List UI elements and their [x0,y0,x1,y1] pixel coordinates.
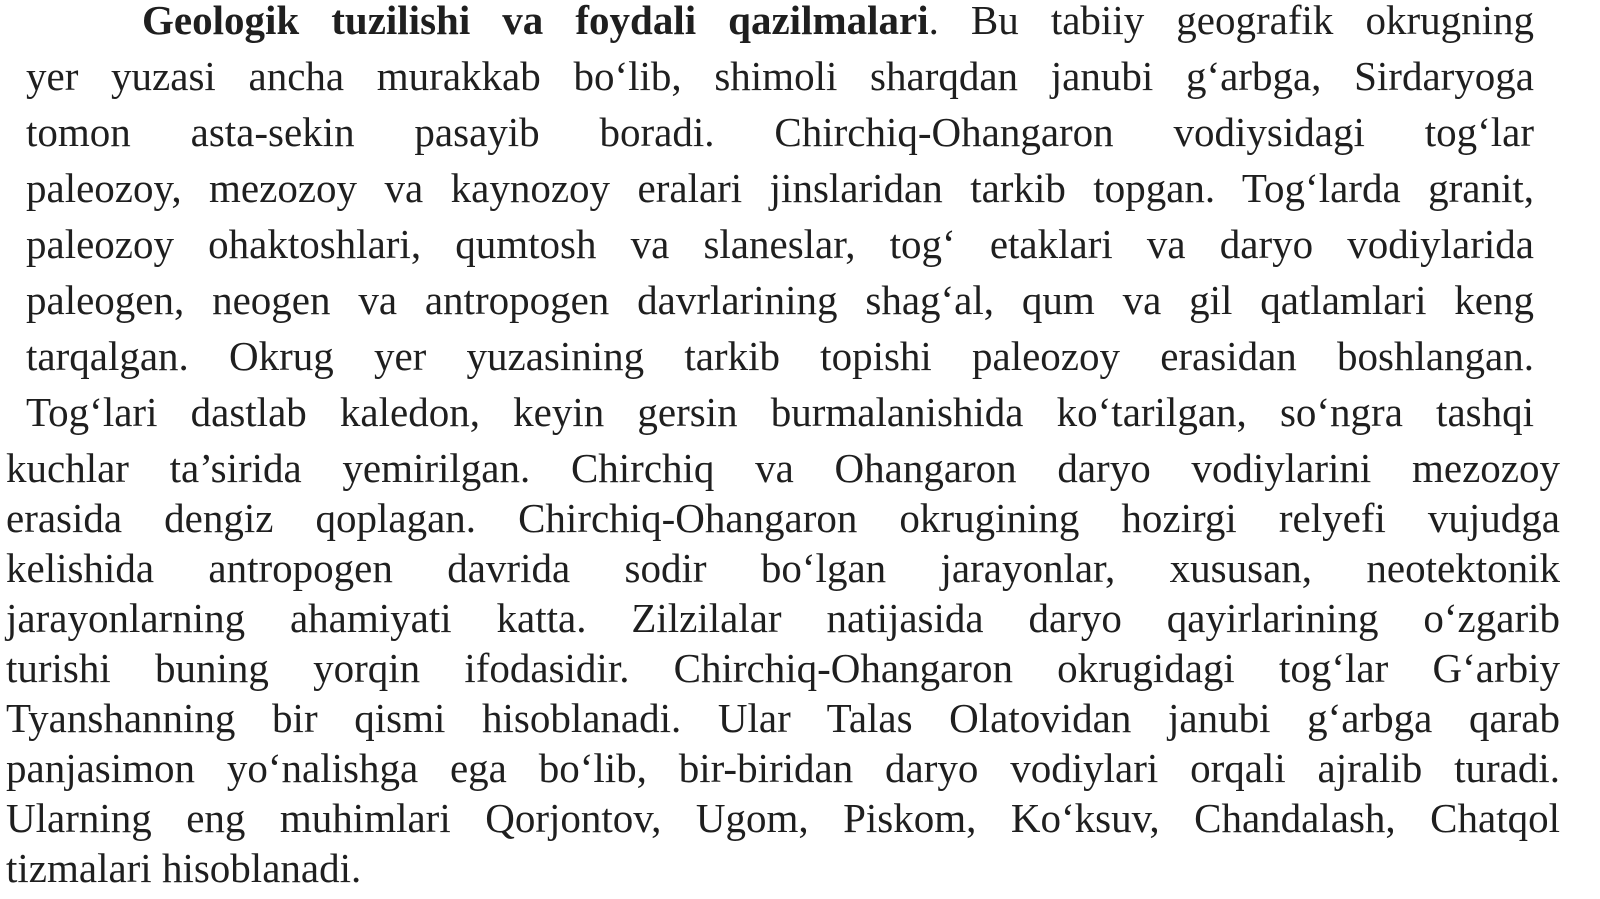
text-line-3: tomon asta-sekin pasayib boradi. Chirchiq-Ohangaron vodiysidagi tog‘lar [26,109,1534,155]
text-line-1-rest: . Bu tabiiy geografik okrugning [928,0,1534,43]
text-line-11: kelishida antropogen davrida sodir bo‘lgan jarayonlar, xususan, neotektonik [6,545,1560,591]
text-line-7: tarqalgan. Okrug yer yuzasining tarkib topishi paleozoy erasidan boshlangan. [26,333,1534,379]
text-line-4: paleozoy, mezozoy va kaynozoy eralari jinslaridan tarkib topgan. Tog‘larda granit, [26,165,1534,211]
text-line-6: paleogen, neogen va antropogen davrlarining shag‘al, qum va gil qatlamlari keng [26,277,1534,323]
text-line-1 [0,0,1600,48]
text-line-17: tizmalari hisoblanadi. [6,845,362,891]
text-line-5: paleozoy ohaktoshlari, qumtosh va slaneslar, tog‘ etaklari va daryo vodiylarida [26,221,1534,267]
text-line-10: erasida dengiz qoplagan. Chirchiq-Ohangaron okrugining hozirgi relyefi vujudga [6,495,1560,541]
text-line-9: kuchlar ta’sirida yemirilgan. Chirchiq va Ohangaron daryo vodiylarini mezozoy [6,445,1560,491]
text-line-13: turishi buning yorqin ifodasidir. Chirchiq-Ohangaron okrugidagi tog‘lar G‘arbiy [6,645,1560,691]
text-line-2: yer yuzasi ancha murakkab bo‘lib, shimoli sharqdan janubi g‘arbga, Sirdaryoga [26,53,1534,99]
text-line-15: panjasimon yo‘nalishga ega bo‘lib, bir-biridan daryo vodiylari orqali ajralib turadi. [6,745,1560,791]
section-heading: Geologik tuzilishi va foydali qazilmalari [142,0,929,43]
text-line-14: Tyanshanning bir qismi hisoblanadi. Ular Talas Olatovidan janubi g‘arbga qarab [6,695,1560,741]
text-line-12: jarayonlarning ahamiyati katta. Zilzilalar natijasida daryo qayirlarining o‘zgarib [6,595,1560,641]
text-line-8: Tog‘lari dastlab kaledon, keyin gersin burmalanishida ko‘tarilgan, so‘ngra tashqi [26,389,1534,435]
text-line-16: Ularning eng muhimlari Qorjontov, Ugom, Piskom, Ko‘ksuv, Chandalash, Chatqol [6,795,1560,841]
